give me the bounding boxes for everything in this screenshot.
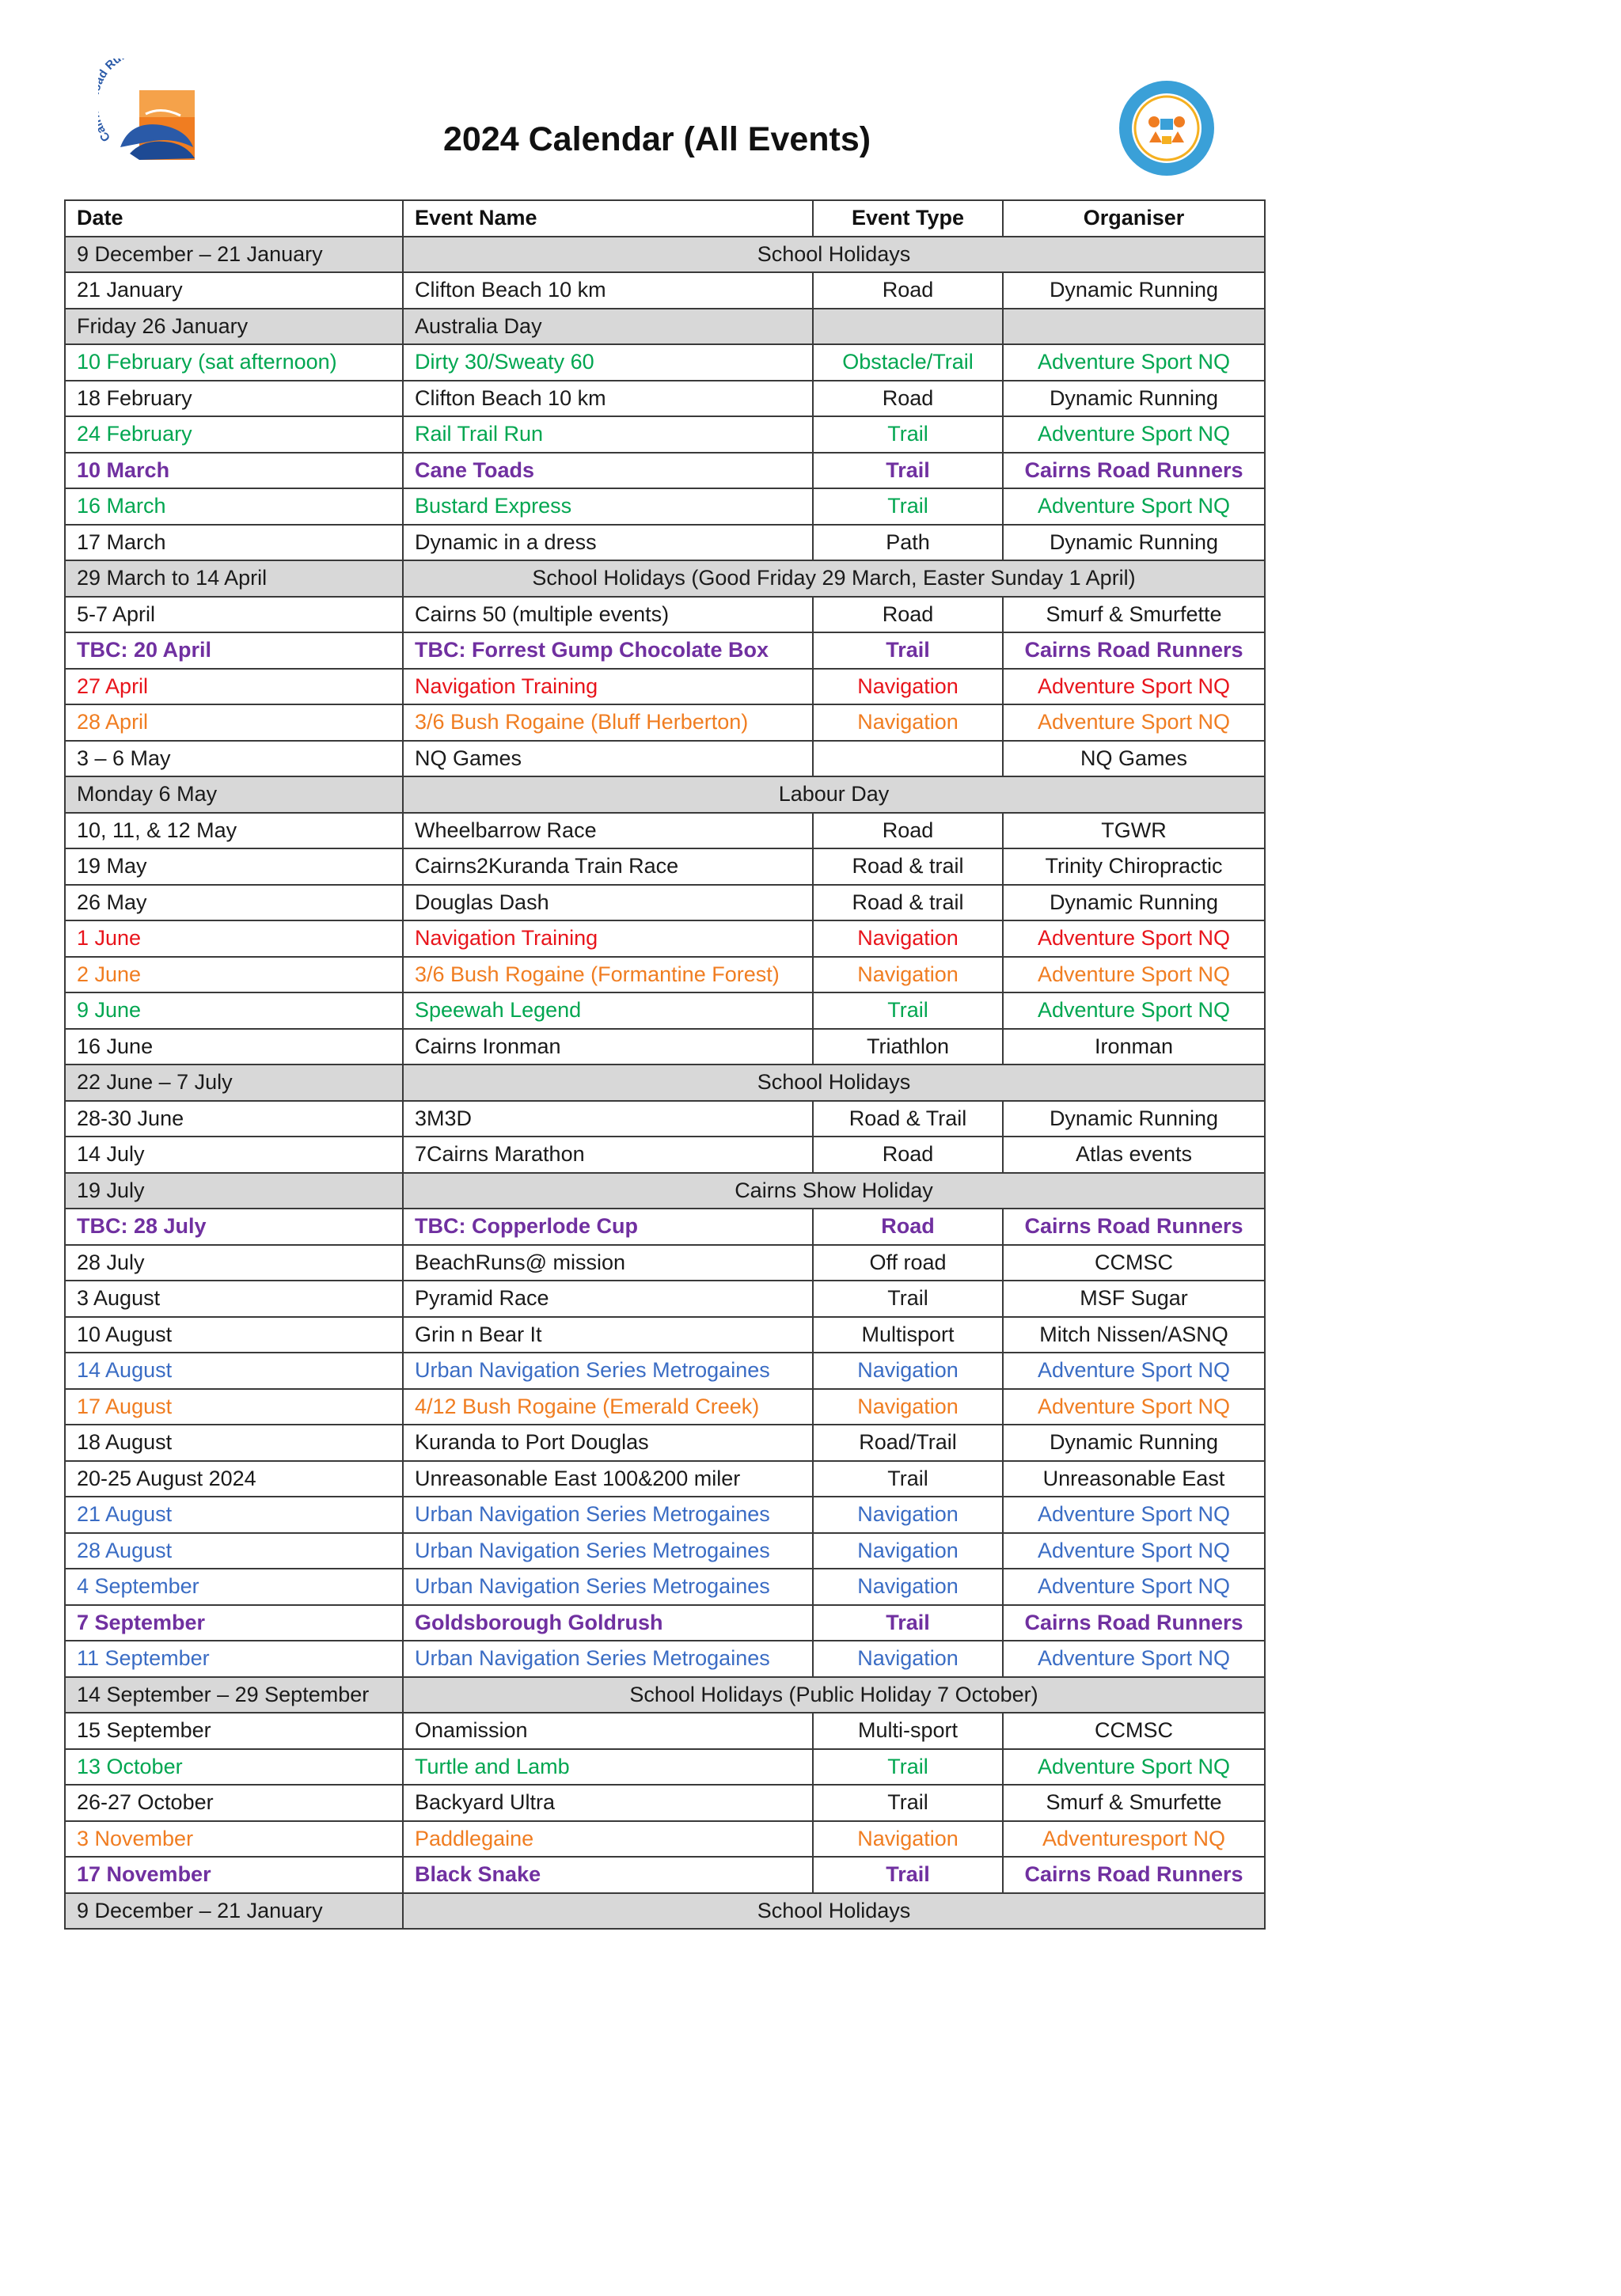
holiday-cell: School Holidays (Good Friday 29 March, Easter Sunday 1 April)	[403, 560, 1265, 597]
date-cell: Monday 6 May	[65, 776, 403, 813]
column-header-event-type: Event Type	[813, 200, 1003, 237]
event-name-cell: Turtle and Lamb	[403, 1749, 813, 1786]
organiser-cell: Adventure Sport NQ	[1003, 669, 1265, 705]
holiday-cell: School Holidays	[403, 237, 1265, 273]
event-type-cell: Trail	[813, 488, 1003, 525]
event-name-cell: Black Snake	[403, 1857, 813, 1893]
date-cell: 28 August	[65, 1533, 403, 1569]
event-name-cell: 3M3D	[403, 1101, 813, 1137]
event-type-cell: Road	[813, 597, 1003, 633]
table-row	[65, 1821, 1265, 1858]
organiser-cell: Adventure Sport NQ	[1003, 1533, 1265, 1569]
table-row	[65, 1641, 1265, 1677]
table-row	[65, 669, 1265, 705]
date-cell: Friday 26 January	[65, 309, 403, 345]
date-cell: 10 March	[65, 453, 403, 489]
event-type-cell: Trail	[813, 416, 1003, 453]
event-type-cell: Navigation	[813, 920, 1003, 957]
event-name-cell: Australia Day	[403, 309, 813, 345]
organiser-cell: Adventure Sport NQ	[1003, 344, 1265, 381]
event-name-cell: Goldsborough Goldrush	[403, 1605, 813, 1641]
page-title: 2024 Calendar (All Events)	[443, 120, 871, 158]
organiser-cell: Adventure Sport NQ	[1003, 1569, 1265, 1605]
event-type-cell: Road	[813, 381, 1003, 417]
event-name-cell: Urban Navigation Series Metrogaines	[403, 1569, 813, 1605]
table-row	[65, 453, 1265, 489]
organiser-cell: Adventure Sport NQ	[1003, 1389, 1265, 1425]
date-cell: TBC: 28 July	[65, 1209, 403, 1245]
table-row	[65, 632, 1265, 669]
date-cell: 15 September	[65, 1713, 403, 1749]
date-cell: 19 May	[65, 848, 403, 885]
organiser-cell: Adventure Sport NQ	[1003, 704, 1265, 741]
event-name-cell: Rail Trail Run	[403, 416, 813, 453]
column-header-organiser: Organiser	[1003, 200, 1265, 237]
organiser-cell: TGWR	[1003, 813, 1265, 849]
date-cell: 14 September – 29 September	[65, 1677, 403, 1713]
table-body	[65, 237, 1265, 1930]
events-calendar-table	[64, 199, 1266, 1930]
event-type-cell: Navigation	[813, 1569, 1003, 1605]
table-row	[65, 1785, 1265, 1821]
table-row	[65, 1749, 1265, 1786]
event-name-cell: Speewah Legend	[403, 992, 813, 1029]
table-row	[65, 1245, 1265, 1281]
table-row	[65, 381, 1265, 417]
event-name-cell: Cairns 50 (multiple events)	[403, 597, 813, 633]
holiday-cell: School Holidays (Public Holiday 7 October)	[403, 1677, 1265, 1713]
event-type-cell: Navigation	[813, 1641, 1003, 1677]
holiday-row	[65, 1677, 1265, 1713]
event-name-cell: 3/6 Bush Rogaine (Formantine Forest)	[403, 957, 813, 993]
event-name-cell: Grin n Bear It	[403, 1317, 813, 1353]
table-row	[65, 309, 1265, 345]
event-name-cell: TBC: Forrest Gump Chocolate Box	[403, 632, 813, 669]
event-type-cell: Road & Trail	[813, 1101, 1003, 1137]
date-cell: 24 February	[65, 416, 403, 453]
event-type-cell: Triathlon	[813, 1029, 1003, 1065]
organiser-cell: Cairns Road Runners	[1003, 453, 1265, 489]
date-cell: 18 February	[65, 381, 403, 417]
event-name-cell: Bustard Express	[403, 488, 813, 525]
event-type-cell: Obstacle/Trail	[813, 344, 1003, 381]
event-type-cell: Road	[813, 1137, 1003, 1173]
table-row	[65, 1533, 1265, 1569]
event-name-cell: Cane Toads	[403, 453, 813, 489]
table-row	[65, 1281, 1265, 1317]
table-row	[65, 1029, 1265, 1065]
date-cell: 17 August	[65, 1389, 403, 1425]
event-type-cell: Trail	[813, 453, 1003, 489]
organiser-cell: Cairns Road Runners	[1003, 1605, 1265, 1641]
date-cell: 28-30 June	[65, 1101, 403, 1137]
organiser-cell: Dynamic Running	[1003, 272, 1265, 309]
event-name-cell: Urban Navigation Series Metrogaines	[403, 1497, 813, 1533]
event-name-cell: Dirty 30/Sweaty 60	[403, 344, 813, 381]
holiday-row	[65, 1173, 1265, 1209]
date-cell: 26-27 October	[65, 1785, 403, 1821]
date-cell: 3 August	[65, 1281, 403, 1317]
table-row	[65, 704, 1265, 741]
holiday-cell: Cairns Show Holiday	[403, 1173, 1265, 1209]
table-row	[65, 1425, 1265, 1461]
table-row	[65, 1461, 1265, 1497]
date-cell: 17 March	[65, 525, 403, 561]
event-name-cell: NQ Games	[403, 741, 813, 777]
date-cell: 10 August	[65, 1317, 403, 1353]
organiser-cell: Mitch Nissen/ASNQ	[1003, 1317, 1265, 1353]
date-cell: 7 September	[65, 1605, 403, 1641]
table-row	[65, 848, 1265, 885]
organiser-cell: Trinity Chiropractic	[1003, 848, 1265, 885]
organiser-cell: Ironman	[1003, 1029, 1265, 1065]
date-cell: 19 July	[65, 1173, 403, 1209]
date-cell: 16 March	[65, 488, 403, 525]
event-type-cell: Trail	[813, 1785, 1003, 1821]
event-type-cell: Trail	[813, 1857, 1003, 1893]
event-name-cell: Onamission	[403, 1713, 813, 1749]
table-row	[65, 525, 1265, 561]
event-name-cell: Douglas Dash	[403, 885, 813, 921]
organiser-cell: MSF Sugar	[1003, 1281, 1265, 1317]
event-name-cell: Backyard Ultra	[403, 1785, 813, 1821]
holiday-row	[65, 776, 1265, 813]
event-name-cell: 7Cairns Marathon	[403, 1137, 813, 1173]
organiser-cell: Dynamic Running	[1003, 525, 1265, 561]
organiser-cell: Dynamic Running	[1003, 381, 1265, 417]
table-row	[65, 1713, 1265, 1749]
table-row	[65, 1389, 1265, 1425]
organiser-cell: Adventure Sport NQ	[1003, 1749, 1265, 1786]
organiser-cell: Adventure Sport NQ	[1003, 416, 1265, 453]
date-cell: 28 April	[65, 704, 403, 741]
column-header-date: Date	[65, 200, 403, 237]
date-cell: TBC: 20 April	[65, 632, 403, 669]
organiser-cell: Adventure Sport NQ	[1003, 1497, 1265, 1533]
event-name-cell: 3/6 Bush Rogaine (Bluff Herberton)	[403, 704, 813, 741]
date-cell: 28 July	[65, 1245, 403, 1281]
table-row	[65, 1317, 1265, 1353]
event-name-cell: 4/12 Bush Rogaine (Emerald Creek)	[403, 1389, 813, 1425]
organiser-cell: Adventure Sport NQ	[1003, 1641, 1265, 1677]
event-name-cell: Dynamic in a dress	[403, 525, 813, 561]
organiser-cell: Adventure Sport NQ	[1003, 992, 1265, 1029]
date-cell: 21 January	[65, 272, 403, 309]
event-type-cell: Navigation	[813, 1533, 1003, 1569]
table-row	[65, 1497, 1265, 1533]
date-cell: 26 May	[65, 885, 403, 921]
event-type-cell: Navigation	[813, 669, 1003, 705]
table-row	[65, 992, 1265, 1029]
date-cell: 10, 11, & 12 May	[65, 813, 403, 849]
table-row	[65, 1101, 1265, 1137]
event-name-cell: BeachRuns@ mission	[403, 1245, 813, 1281]
table-row	[65, 416, 1265, 453]
organiser-cell: CCMSC	[1003, 1245, 1265, 1281]
holiday-cell: Labour Day	[403, 776, 1265, 813]
organiser-cell: Cairns Road Runners	[1003, 1209, 1265, 1245]
date-cell: 22 June – 7 July	[65, 1065, 403, 1101]
date-cell: 16 June	[65, 1029, 403, 1065]
organiser-cell: Adventure Sport NQ	[1003, 920, 1265, 957]
table-row	[65, 488, 1265, 525]
date-cell: 10 February (sat afternoon)	[65, 344, 403, 381]
event-type-cell: Navigation	[813, 1497, 1003, 1533]
event-type-cell: Navigation	[813, 1353, 1003, 1389]
table-row	[65, 1857, 1265, 1893]
date-cell: 29 March to 14 April	[65, 560, 403, 597]
event-name-cell: Urban Navigation Series Metrogaines	[403, 1533, 813, 1569]
event-name-cell: Wheelbarrow Race	[403, 813, 813, 849]
table-row	[65, 1353, 1265, 1389]
table-row	[65, 597, 1265, 633]
table-row	[65, 1605, 1265, 1641]
holiday-cell: School Holidays	[403, 1893, 1265, 1930]
event-type-cell: Off road	[813, 1245, 1003, 1281]
event-name-cell: Urban Navigation Series Metrogaines	[403, 1353, 813, 1389]
date-cell: 5-7 April	[65, 597, 403, 633]
table-row	[65, 1569, 1265, 1605]
event-name-cell: Cairns Ironman	[403, 1029, 813, 1065]
organiser-cell: Adventure Sport NQ	[1003, 488, 1265, 525]
event-name-cell: Urban Navigation Series Metrogaines	[403, 1641, 813, 1677]
event-type-cell: Trail	[813, 1461, 1003, 1497]
organiser-cell: Adventure Sport NQ	[1003, 957, 1265, 993]
event-type-cell: Road	[813, 1209, 1003, 1245]
date-cell: 18 August	[65, 1425, 403, 1461]
table-row	[65, 957, 1265, 993]
event-type-cell: Multi-sport	[813, 1713, 1003, 1749]
organiser-cell: Cairns Road Runners	[1003, 632, 1265, 669]
event-type-cell: Navigation	[813, 1821, 1003, 1858]
holiday-row	[65, 1893, 1265, 1930]
event-name-cell: Clifton Beach 10 km	[403, 381, 813, 417]
holiday-row	[65, 560, 1265, 597]
date-cell: 9 December – 21 January	[65, 237, 403, 273]
event-name-cell: Navigation Training	[403, 920, 813, 957]
date-cell: 14 August	[65, 1353, 403, 1389]
organiser-cell: CCMSC	[1003, 1713, 1265, 1749]
date-cell: 3 – 6 May	[65, 741, 403, 777]
event-type-cell: Navigation	[813, 704, 1003, 741]
date-cell: 9 December – 21 January	[65, 1893, 403, 1930]
date-cell: 9 June	[65, 992, 403, 1029]
organiser-cell: Dynamic Running	[1003, 885, 1265, 921]
table-row	[65, 272, 1265, 309]
event-name-cell: Kuranda to Port Douglas	[403, 1425, 813, 1461]
holiday-row	[65, 237, 1265, 273]
organiser-cell: Atlas events	[1003, 1137, 1265, 1173]
organiser-cell: NQ Games	[1003, 741, 1265, 777]
organiser-cell: Cairns Road Runners	[1003, 1857, 1265, 1893]
event-type-cell: Road & trail	[813, 848, 1003, 885]
event-type-cell: Trail	[813, 1605, 1003, 1641]
holiday-row	[65, 1065, 1265, 1101]
event-type-cell: Trail	[813, 992, 1003, 1029]
event-type-cell	[813, 741, 1003, 777]
event-type-cell: Road	[813, 272, 1003, 309]
event-name-cell: Paddlegaine	[403, 1821, 813, 1858]
event-type-cell: Path	[813, 525, 1003, 561]
event-type-cell	[813, 309, 1003, 345]
organiser-cell	[1003, 309, 1265, 345]
svg-text:Cairns Road Runners: C Ru	[98, 59, 124, 145]
event-name-cell: Cairns2Kuranda Train Race	[403, 848, 813, 885]
event-name-cell: Unreasonable East 100&200 miler	[403, 1461, 813, 1497]
table-row	[65, 344, 1265, 381]
date-cell: 1 June	[65, 920, 403, 957]
table-row	[65, 920, 1265, 957]
event-name-cell: TBC: Copperlode Cup	[403, 1209, 813, 1245]
table-header-row	[65, 200, 1265, 237]
date-cell: 20-25 August 2024	[65, 1461, 403, 1497]
event-type-cell: Trail	[813, 1749, 1003, 1786]
date-cell: 2 June	[65, 957, 403, 993]
event-type-cell: Navigation	[813, 957, 1003, 993]
event-type-cell: Trail	[813, 632, 1003, 669]
table-row	[65, 813, 1265, 849]
date-cell: 11 September	[65, 1641, 403, 1677]
table-row	[65, 741, 1265, 777]
table-row	[65, 1209, 1265, 1245]
organiser-cell: Smurf & Smurfette	[1003, 1785, 1265, 1821]
date-cell: 3 November	[65, 1821, 403, 1858]
event-type-cell: Road/Trail	[813, 1425, 1003, 1461]
event-name-cell: Clifton Beach 10 km	[403, 272, 813, 309]
date-cell: 4 September	[65, 1569, 403, 1605]
organiser-cell: Adventuresport NQ	[1003, 1821, 1265, 1858]
event-name-cell: Navigation Training	[403, 669, 813, 705]
column-header-event-name: Event Name	[403, 200, 813, 237]
adventure-sport-nq-logo	[1116, 78, 1217, 179]
date-cell: 17 November	[65, 1857, 403, 1893]
event-type-cell: Road	[813, 813, 1003, 849]
event-type-cell: Multisport	[813, 1317, 1003, 1353]
event-type-cell: Road & trail	[813, 885, 1003, 921]
event-type-cell: Trail	[813, 1281, 1003, 1317]
date-cell: 13 October	[65, 1749, 403, 1786]
table-row	[65, 885, 1265, 921]
organiser-cell: Unreasonable East	[1003, 1461, 1265, 1497]
cairns-road-runners-logo	[98, 59, 209, 166]
holiday-cell: School Holidays	[403, 1065, 1265, 1101]
organiser-cell: Dynamic Running	[1003, 1101, 1265, 1137]
date-cell: 21 August	[65, 1497, 403, 1533]
date-cell: 27 April	[65, 669, 403, 705]
event-type-cell: Navigation	[813, 1389, 1003, 1425]
organiser-cell: Smurf & Smurfette	[1003, 597, 1265, 633]
organiser-cell: Dynamic Running	[1003, 1425, 1265, 1461]
table-row	[65, 1137, 1265, 1173]
event-name-cell: Pyramid Race	[403, 1281, 813, 1317]
date-cell: 14 July	[65, 1137, 403, 1173]
organiser-cell: Adventure Sport NQ	[1003, 1353, 1265, 1389]
